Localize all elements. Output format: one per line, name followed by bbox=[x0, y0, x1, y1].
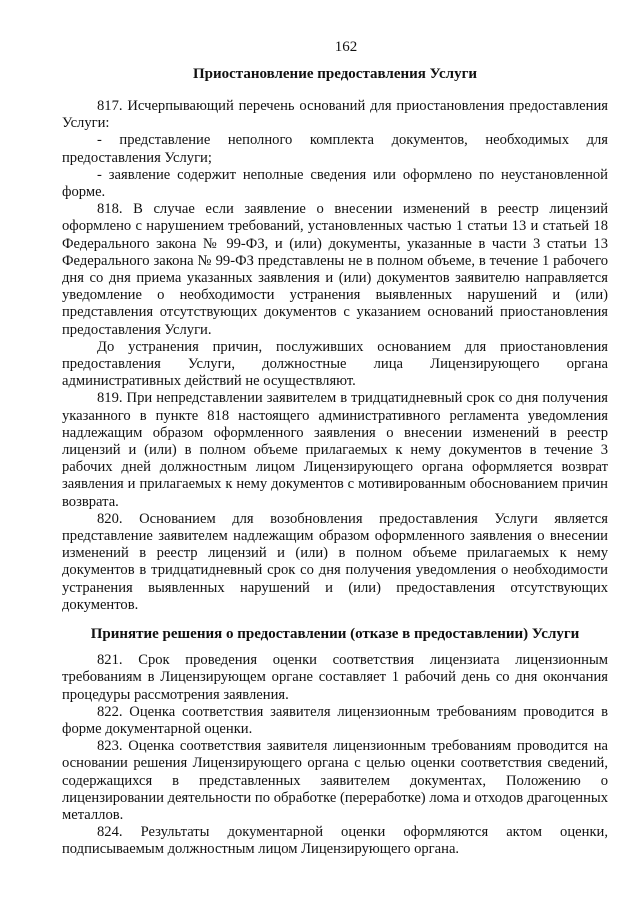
section-title-suspension: Приостановление предоставления Услуги bbox=[192, 66, 478, 82]
paragraph-823: 823. Оценка соответствия заявителя лицензионным требованиям проводится на основании решения Лицензирующего органа с целью оценки соответствия сведений, содержащихся в представленных заявителем документах, Положению о лицензировании деятельности по обработке (переработке) лома и отходов драгоценных металлов. bbox=[62, 738, 608, 823]
list-item-incomplete-info: - заявление содержит неполные сведения или оформлено по неустановленной форме. bbox=[62, 166, 608, 201]
paragraph-822: 822. Оценка соответствия заявителя лицензионным требованиям проводится в форме документарной оценки. bbox=[62, 703, 608, 737]
list-item-incomplete-docs: - представление неполного комплекта документов, необходимых для предоставления Услуги; bbox=[62, 132, 608, 166]
section-body-decision bbox=[62, 652, 608, 858]
paragraph-818-continued: До устранения причин, послуживших основанием для приостановления предоставления Услуги, должностные лица Лицензирующего органа административных действий не осуществляют. bbox=[62, 338, 608, 390]
paragraph-819: 819. При непредставлении заявителем в тридцатидневный срок со дня получения указанного в пункте 818 настоящего административного регламента уведомления надлежащим образом оформленного заявления о внесении изменений в реестр лицензий и (или) в полном объеме прилагаемых к нему документов в течение 3 рабочих дней должностным лицом Лицензирующего органа оформляется возврат заявления и прилагаемых к нему документов с мотивированным обоснованием причин возврата. bbox=[62, 390, 608, 510]
section-title-decision: Принятие решения о предоставлении (отказе в предоставлении) Услуги bbox=[90, 626, 580, 643]
section-body-suspension bbox=[62, 98, 608, 614]
page-number: 162 bbox=[334, 39, 358, 55]
paragraph-820: 820. Основанием для возобновления предоставления Услуги является представление заявителем надлежащим образом оформленного заявления о внесении изменений в реестр лицензий и (или) в полном объеме прилагаемых к нему документов в тридцатидневный срок со дня получения уведомления о необходимости устранения выявленных нарушений и (или) предоставления отсутствующих документов. bbox=[62, 510, 608, 613]
paragraph-824: 824. Результаты документарной оценки оформляются актом оценки, подписываемым должностным лицом Лицензирующего органа. bbox=[62, 824, 608, 858]
paragraph-821: 821. Срок проведения оценки соответствия лицензиата лицензионным требованиям в Лицензирующем органе составляет 1 рабочий день со дня окончания процедуры рассмотрения заявления. bbox=[62, 652, 608, 703]
paragraph-817: 817. Исчерпывающий перечень оснований для приостановления предоставления Услуги: bbox=[62, 98, 608, 132]
paragraph-818: 818. В случае если заявление о внесении изменений в реестр лицензий оформлено с нарушением требований, установленных частью 1 статьи 13 и статьей 18 Федерального закона № 99-ФЗ, и (или) документы, указанные в части 3 статьи 13 Федерального закона № 99-ФЗ представлены не в полном объеме, в течение 1 рабочего дня со дня приема указанных заявления и (или) документов заявителю направляется уведомление о необходимости устранения выявленных нарушений и (или) представления отсутствующих документов с указанием оснований приостановления предоставления Услуги. bbox=[62, 201, 608, 338]
